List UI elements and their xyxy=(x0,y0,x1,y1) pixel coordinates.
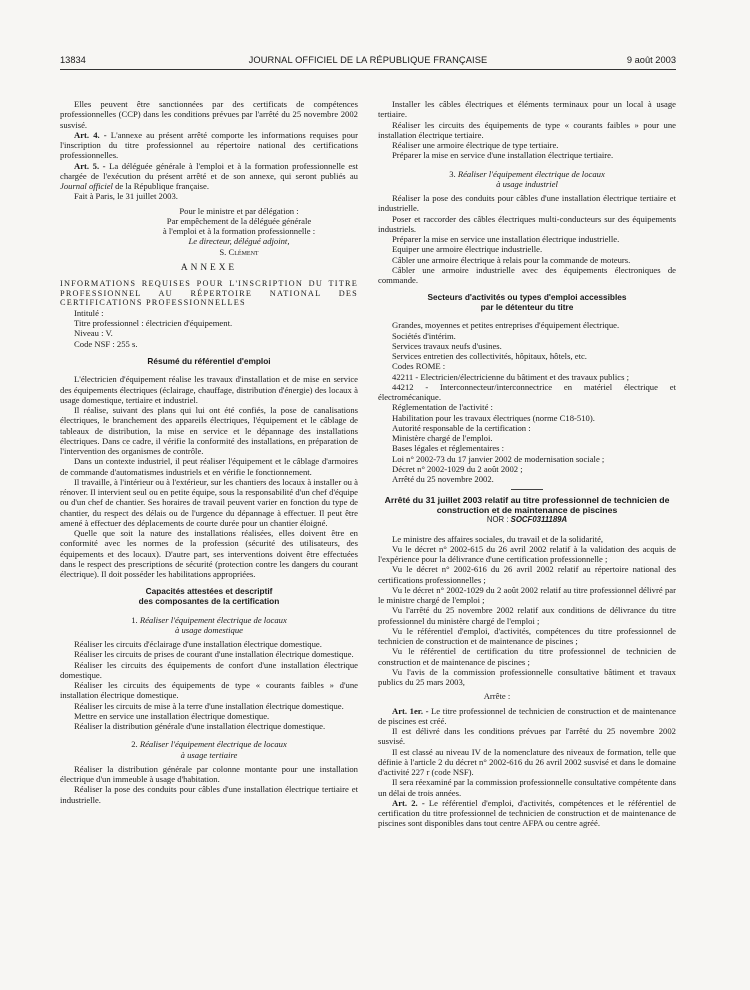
list-item: Réaliser les circuits des équipements de type « courants faibles » pour une installation électrique tertiaire. xyxy=(378,119,676,140)
rome-code: 42211 - Electricien/électricienne du bâtiment et des travaux publics ; xyxy=(392,371,630,382)
list-item: Réaliser les circuits d'éclairage d'une installation électrique domestique. xyxy=(74,639,322,650)
list-item: Mettre en service une installation électrique domestique. xyxy=(74,710,270,721)
subsection-number: 2. xyxy=(131,739,140,750)
visa: Vu l'avis de la commission professionnelle consultative bâtiment et travaux publics du 25 mars 2003, xyxy=(378,666,676,688)
paragraph: Quelle que soit la nature des installations réalisées, elles doivent être en conformité avec les normes de la profession (sécurité des utilisateurs, des équipements et des locaux). D'autre part, ses interventions doivent être effectuées dans le respect des prescriptions de sécurité (protection contre les dangers du courant électrique). Il doit posséder les habilitations appropriées. xyxy=(60,528,358,580)
paragraph: Elles peuvent être sanctionnées par des certificats de compétences professionnelles (CCP) dans les conditions prévues par l'arrêté du 25 novembre 2002 susvisé. xyxy=(60,99,358,130)
legal-basis: Loi n° 2002-73 du 17 janvier 2002 de modernisation sociale ; xyxy=(392,453,605,464)
article-5 xyxy=(60,161,358,192)
sector-item: Services travaux neufs d'usines. xyxy=(392,340,502,351)
paragraph: Il est délivré dans les conditions prévues par l'arrêté du 25 novembre 2002 susvisé. xyxy=(378,726,676,747)
sector-item: Sociétés d'intérim. xyxy=(392,330,456,341)
section-heading: des composantes de la certification xyxy=(138,595,280,606)
field-value: Ministère chargé de l'emploi. xyxy=(392,433,493,444)
subsection-title xyxy=(60,615,358,625)
journal-reference: Journal officiel xyxy=(60,181,113,191)
right-column xyxy=(378,99,676,829)
field-label: Réglementation de l'activité : xyxy=(392,402,493,413)
list-item: Réaliser les circuits de prises de courant d'une installation électrique domestique. xyxy=(74,649,354,660)
issue-date: 9 août 2003 xyxy=(626,55,676,65)
arrete-label: Arrête : xyxy=(483,691,511,702)
sector-item: Grandes, moyennes et petites entreprises d'équipement électrique. xyxy=(392,320,620,331)
list-item: Réaliser la distribution générale d'une installation électrique domestique. xyxy=(74,721,326,732)
list-item: Réaliser la distribution générale par colonne montante pour une installation électrique d'un immeuble à usage d'habitation. xyxy=(60,763,358,785)
signatory-title: Le directeur, délégué adjoint, xyxy=(188,236,290,247)
subsection-title-text: Réaliser l'équipement électrique de locaux xyxy=(139,614,287,625)
visa: Vu l'arrêté du 25 novembre 2002 relatif aux conditions de délivrance du titre professionnel du ministère chargé de l'emploi ; xyxy=(378,605,676,626)
paragraph: Il réalise, suivant des plans qui lui ont été confiés, la pose de canalisations électriques, le branchement des appareils électriques, l'équipement et le câblage de tableaux de distribution, la mise en service et le dépannage des installations électriques. Dans ce cadre, il vérifie la conformité des installations, en préparation de l'intervention des organismes de contrôle. xyxy=(60,405,358,457)
paragraph: Dans un contexte industriel, il peut réaliser l'équipement et le câblage d'armoires de commande d'automatismes industriels et en vérifie le fonctionnement. xyxy=(60,456,358,477)
article-label: Art. 1er. - xyxy=(392,705,429,716)
visa: Vu le référentiel d'emploi, d'activités, compétences du titre professionnel de technicien de construction et de maintenance de piscines ; xyxy=(378,625,676,647)
paragraph: Il travaille, à l'intérieur ou à l'extérieur, sur les chantiers des locaux à installer ou à rénover. Il intervient seul ou en petite équipe, sous la responsabilité d'un chef d'équipe ou d'un chef de chantier. Ses horaires de travail peuvent varier en fonction du type de chantier, du respect des délais ou de l'urgence du dépannage à effectuer. Il peut être amené à effectuer des déplacements de courte durée pour un chantier éloigné. xyxy=(60,476,358,528)
article-label: Art. 2. - xyxy=(392,797,425,808)
signature-place-date: Fait à Paris, le 31 juillet 2003. xyxy=(74,191,178,202)
section-heading: Secteurs d'activités ou types d'emploi accessibles xyxy=(427,292,627,303)
subsection-title-text: Réaliser l'équipement électrique de locaux xyxy=(139,739,287,750)
subsection-number: 1. xyxy=(131,614,140,625)
article-label: Art. 4. - xyxy=(74,129,107,140)
list-item: Réaliser la pose des conduits pour câbles d'une installation électrique tertiaire et industrielle. xyxy=(378,193,676,214)
separator xyxy=(511,489,543,490)
article-text: Le titre professionnel de technicien de construction et de maintenance de piscines est créé. xyxy=(378,705,676,726)
subsection-title-text: à usage tertiaire xyxy=(180,749,238,760)
paragraph: Il sera réexaminé par la commission professionnelle consultative compétente dans un délai de trois années. xyxy=(378,777,676,798)
decree-title: Arrêté du 31 juillet 2003 relatif au titre professionnel de technicien de construction et de maintenance de piscines xyxy=(384,495,670,516)
field-intitule: Intitulé : xyxy=(74,307,104,318)
article-1 xyxy=(378,706,676,727)
page-number: 13834 xyxy=(60,55,86,65)
list-item: Préparer la mise en service une installation électrique industrielle. xyxy=(392,234,620,244)
list-item: Installer les câbles électriques et éléments terminaux pour un local à usage tertiaire. xyxy=(378,99,676,120)
subsection-title-text: à usage domestique xyxy=(174,624,244,635)
visa: Vu le décret n° 2002-615 du 26 avril 2002 relatif à la validation des acquis de l'expérience pour la délivrance d'une certification professionnelle ; xyxy=(378,543,676,565)
article-label: Art. 5. - xyxy=(74,160,106,171)
annexe-subheading: INFORMATIONS REQUISES POUR L'INSCRIPTION DU TITRE PROFESSIONNEL AU RÉPERTOIRE NATIONAL DES CERTIFICATIONS PROFESSIONNELLES xyxy=(60,279,358,308)
article-text: de la République française. xyxy=(112,181,209,191)
field-niveau: Niveau : V. xyxy=(74,328,113,339)
left-column xyxy=(60,99,358,805)
visa: Vu le décret n° 2002-616 du 26 avril 2002 relatif au répertoire national des certifications professionnelles ; xyxy=(378,564,676,585)
field-value: Habilitation pour les travaux électriques (norme C18-510). xyxy=(392,412,595,423)
signature-line: à l'emploi et à la formation professionnelle : xyxy=(162,226,316,236)
subsection-title xyxy=(378,169,676,179)
visa: Vu le décret n° 2002-1029 du 2 août 2002 relatif au titre professionnel délivré par le ministre chargé de l'emploi ; xyxy=(378,584,676,606)
nor-label: NOR : xyxy=(486,515,511,525)
article-4 xyxy=(60,130,358,161)
article-text: Le référentiel d'emploi, d'activités, compétences et le référentiel de certification du titre professionnel de technicien de construction et de maintenance de piscines sont disponibles dans tout centre AFPA ou centre agréé. xyxy=(378,797,676,829)
legal-basis: Arrêté du 25 novembre 2002. xyxy=(392,474,494,485)
legal-basis: Décret n° 2002-1029 du 2 août 2002 ; xyxy=(392,463,523,474)
rome-code: 44212 - Interconnecteur/interconnectrice en matériel électrique et électromécanique. xyxy=(378,381,676,403)
list-item: Réaliser les circuits des équipements de confort d'une installation électrique domestique. xyxy=(60,659,358,680)
nor-reference xyxy=(378,515,676,525)
list-item: Câbler une armoire électrique à relais pour la commande de moteurs. xyxy=(392,254,631,265)
list-item: Réaliser les circuits des équipements de type « courants faibles » d'une installation électrique domestique. xyxy=(60,680,358,701)
annexe-heading: ANNEXE xyxy=(180,262,238,273)
field-titre: Titre professionnel : électricien d'équipement. xyxy=(74,318,233,329)
list-item: Réaliser les circuits de mise à la terre d'une installation électrique domestique. xyxy=(74,700,344,711)
list-item: Poser et raccorder des câbles électriques multi-conducteurs sur des équipements industriels. xyxy=(378,213,676,234)
section-heading: Capacités attestées et descriptif xyxy=(145,586,273,597)
sector-item: Services entretien des collectivités, hôpitaux, hôtels, etc. xyxy=(392,351,587,362)
section-heading: Résumé du référentiel d'emploi xyxy=(147,355,271,366)
list-item: Réaliser la pose des conduits pour câbles d'une installation électrique tertiaire et industrielle. xyxy=(60,784,358,805)
signature-line: Par empêchement de la déléguée générale xyxy=(166,215,312,226)
article-text: La déléguée générale à l'emploi et à la formation professionnelle est chargée de l'exécution du présent arrêté et de son annexe, qui seront publiés au xyxy=(60,160,358,181)
field-label: Autorité responsable de la certification : xyxy=(392,422,531,433)
journal-title: JOURNAL OFFICIEL DE LA RÉPUBLIQUE FRANÇAISE xyxy=(248,55,488,65)
visa: Vu le référentiel de certification du titre professionnel de technicien de construction et de maintenance de piscines ; xyxy=(378,646,676,667)
header-rule xyxy=(60,69,676,70)
list-item: Réaliser une armoire électrique de type tertiaire. xyxy=(392,140,559,150)
field-label: Bases légales et réglementaires : xyxy=(392,443,505,454)
nor-code: SOCF0311189A xyxy=(510,515,568,525)
signatory-name: S. Clément xyxy=(219,246,259,257)
subsection-title-text: à usage industriel xyxy=(496,178,558,189)
article-text: L'annexe au présent arrêté comporte les informations requises pour l'inscription du titre professionnel au répertoire national des certifications professionnelles. xyxy=(60,129,358,161)
field-code-nsf: Code NSF : 255 s. xyxy=(74,338,138,349)
rome-label: Codes ROME : xyxy=(392,361,446,372)
paragraph: Il est classé au niveau IV de la nomenclature des niveaux de formation, telle que définie à l'article 2 du décret n° 2002-616 du 26 avril 2002 susvisé et dans le domaine d'activité 227 r (code NSF). xyxy=(378,746,676,778)
subsection-number: 3. xyxy=(449,168,458,179)
list-item: Préparer la mise en service d'une installation électrique tertiaire. xyxy=(392,150,614,161)
article-2 xyxy=(378,798,676,829)
subsection-title xyxy=(60,739,358,749)
list-item: Câbler une armoire industrielle avec des équipements électroniques de commande. xyxy=(378,264,676,285)
section-heading: par le détenteur du titre xyxy=(480,301,574,312)
signature-line: Pour le ministre et par délégation : xyxy=(179,205,299,216)
paragraph: Le ministre des affaires sociales, du travail et de la solidarité, xyxy=(392,533,604,544)
paragraph: L'électricien d'équipement réalise les travaux d'installation et de mise en service des équipements électriques (éclairage, chauffage, distribution d'énergie) des locaux à usage domestique, tertiaire et industriel. xyxy=(60,374,358,405)
page-header xyxy=(60,55,676,69)
subsection-title-text: Réaliser l'équipement électrique de locaux xyxy=(457,168,605,179)
list-item: Equiper une armoire électrique industrielle. xyxy=(392,244,543,255)
